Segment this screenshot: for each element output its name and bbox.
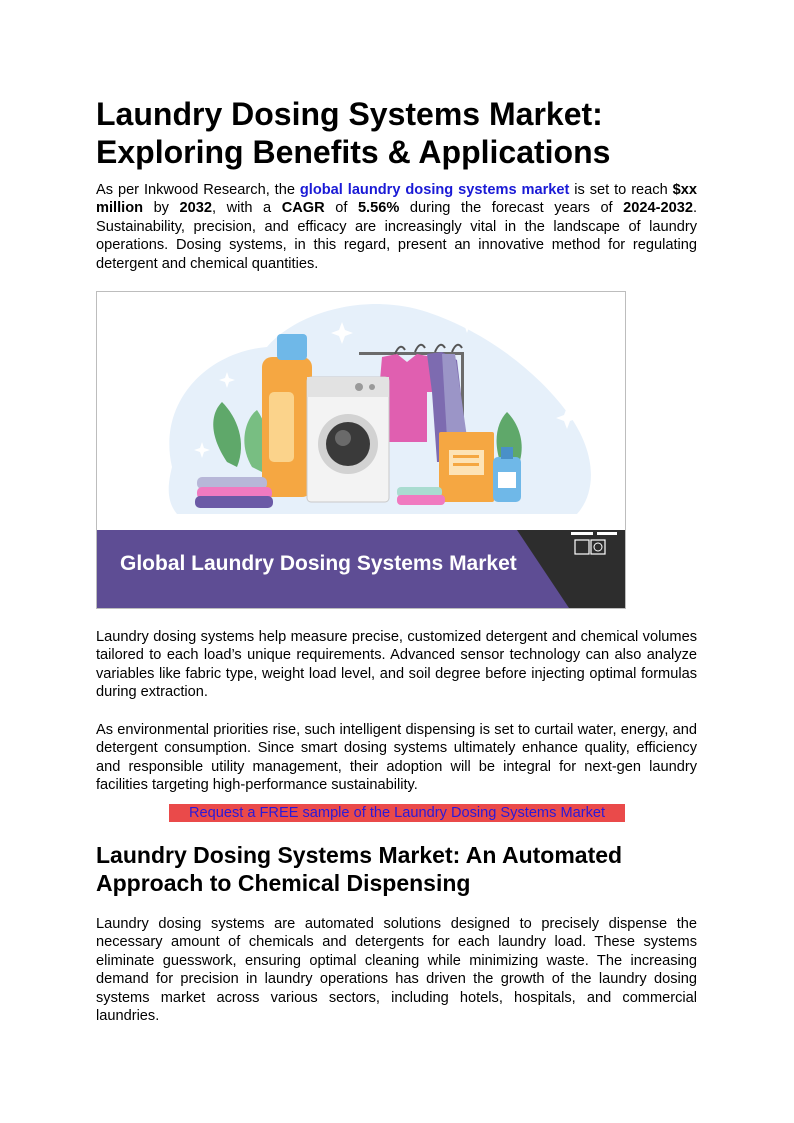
section-paragraph: Laundry dosing systems are automated solutions designed to precisely dispense the necessary amount of chemicals and detergents for each laundry load. These systems eliminate guesswork, ensuring optimal cleaning while minimizing waste. The increasing demand for precision in laundry operations has driven the growth of the laundry dosing systems market across various sectors, including hotels, hospitals, and commercial laundries. <box>96 916 697 1025</box>
cagr-value: 5.56% <box>357 200 400 217</box>
forecast-period: 2024-2032 <box>623 200 693 217</box>
request-sample-link[interactable]: Request a FREE sample of the Laundry Dosing Systems Market <box>169 804 625 822</box>
intro-text-7: . Sustainability, precision, and efficacy are increasingly vital in the landscape of laundry operations. Dosing systems, in this regard, present an innovative method for regulating detergent and chemical quantities. <box>96 200 698 272</box>
banner-caption: Global Laundry Dosing Systems Market <box>120 552 517 575</box>
cagr-label: CAGR <box>281 200 325 217</box>
intro-text-1: As per Inkwood Research, the <box>96 182 300 198</box>
intro-text-4: , with a <box>211 200 282 217</box>
section-heading: Laundry Dosing Systems Market: An Automated Approach to Chemical Dispensing <box>96 842 623 896</box>
body-paragraph-2: Laundry dosing systems help measure precise, customized detergent and chemical volumes tailored to each load’s unique requirements. Advanced sensor technology can also analyze variables like fabric type, weight load level, and soil degree before injecting optimal formulas during extraction. <box>96 629 697 701</box>
intro-text-2: is set to reach <box>569 182 673 198</box>
intro-text-6: during the forecast years of <box>399 200 624 217</box>
intro-text-3: by <box>143 200 180 217</box>
page-title: Laundry Dosing Systems Market: Exploring Benefits & Applications <box>96 96 611 170</box>
body-paragraph-3: As environmental priorities rise, such intelligent dispensing is set to curtail water, energy, and detergent consumption. Since smart dosing systems ultimately enhance quality, efficiency and responsible utility management, their adoption will be integral for next-gen laundry facilities targeting high-performance sustainability. <box>96 722 697 794</box>
intro-paragraph <box>96 181 697 273</box>
intro-text-5: of <box>324 200 358 217</box>
forecast-year: 2032 <box>179 200 212 217</box>
market-value: $xx million <box>96 182 697 217</box>
market-link[interactable]: global laundry dosing systems market <box>299 182 570 198</box>
